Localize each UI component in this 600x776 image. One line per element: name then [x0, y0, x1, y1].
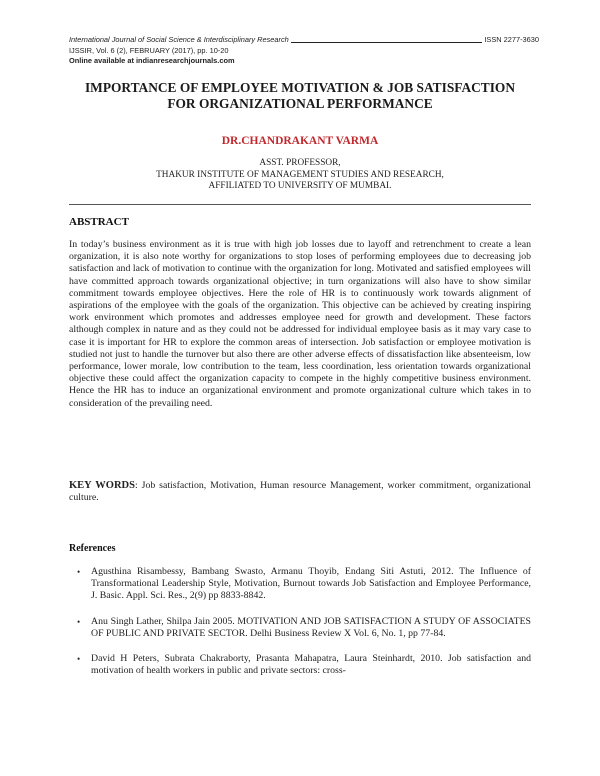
- abstract-heading: ABSTRACT: [69, 216, 129, 228]
- affiliation-line: THAKUR INSTITUTE OF MANAGEMENT STUDIES AND RESEARCH,: [156, 169, 444, 180]
- issue-info: IJSSIR, Vol. 6 (2), FEBRUARY (2017), pp. 10-20: [69, 45, 229, 55]
- header-underline: [291, 35, 483, 43]
- online-availability: Online available at indianresearchjournals.com: [69, 56, 235, 65]
- references-list: [69, 566, 531, 690]
- paper-title-line: IMPORTANCE OF EMPLOYEE MOTIVATION & JOB SATISFACTION: [84, 80, 516, 95]
- bullet-icon: •: [77, 567, 81, 577]
- journal-header: [69, 35, 539, 67]
- reference-item: [69, 653, 531, 677]
- author-affiliation: [40, 158, 560, 193]
- reference-item: [69, 566, 531, 603]
- affiliation-line: ASST. PROFESSOR,: [259, 158, 341, 168]
- keywords-label: KEY WORDS: [69, 480, 135, 491]
- author-name: DR.CHANDRAKANT VARMA: [221, 135, 379, 147]
- reference-item: [69, 616, 531, 640]
- journal-issn: ISSN 2277-3630: [484, 35, 539, 44]
- paper-title: [40, 80, 560, 111]
- reference-text: Anu Singh Lather, Shilpa Jain 2005. MOTIVATION AND JOB SATISFACTION A STUDY OF ASSOCIATES OF PUBLIC AND PRIVATE SECTOR. Delhi Business Review X Vol. 6, No. 1, pp 77-84.: [91, 615, 531, 639]
- paper-title-line: FOR ORGANIZATIONAL PERFORMANCE: [167, 95, 433, 111]
- keywords-paragraph: [69, 480, 531, 504]
- journal-name: International Journal of Social Science & Interdisciplinary Research: [69, 35, 289, 44]
- references-heading: References: [69, 543, 116, 554]
- keywords-text: : Job satisfaction, Motivation, Human resource Management, worker commitment, organizational culture.: [69, 480, 531, 504]
- affiliation-line: AFFILIATED TO UNIVERSITY OF MUMBAI.: [208, 181, 392, 191]
- bullet-icon: •: [77, 654, 81, 665]
- journal-header-line: [69, 35, 539, 46]
- reference-text: David H Peters, Subrata Chakraborty, Prasanta Mahapatra, Laura Steinhardt, 2010. Job satisfaction and motivation of health workers in public and private sectors: cross-: [91, 653, 531, 677]
- bullet-icon: •: [77, 616, 81, 627]
- abstract-text: In today’s business environment as it is true with high job losses due to layoff and retrenchment to create a lean organization, it is also note worthy for organizations to stop loses of performing employees due to decreasing job satisfaction and lack of motivation to continue with the organization for long. Motivated and satisfied employees will have committed approach towards organizational objective; in turn organizations will also have to show similar commitment towards employee objectives. Here the role of HR is to continuously work towards alignment of aspirations of the employee with the goals of the organization. This objective can be achieved by creating inspiring work environment which promotes and addresses employee need for growth and development. These factors although complex in nature and as they could not be addressed for individual employee basis as it may vary case to case it is important for HR to explore the common areas of intersection. Job satisfaction or employee motivation is studied not just to handle the turnover but also there are other adverse effects of dissatisfaction like absenteeism, low performance, lower morale, low contribution to the team, less coordination, less orientation towards organizational objective these could affect the organization capacity to compete in the highly competitive business environment. Hence the HR has to induce an organizational environment and promote organizational culture which takes in to consideration of the prevailing need.: [69, 239, 531, 409]
- section-divider: [69, 204, 531, 205]
- reference-text: Agusthina Risambessy, Bambang Swasto, Armanu Thoyib, Endang Siti Astuti, 2012. The Influence of Transformational Leadership Style, Motivation, Burnout towards Job Satisfaction and Employee Performance, J. Basic. Appl. Sci. Res., 2(9) pp 8833-8842.: [91, 566, 531, 602]
